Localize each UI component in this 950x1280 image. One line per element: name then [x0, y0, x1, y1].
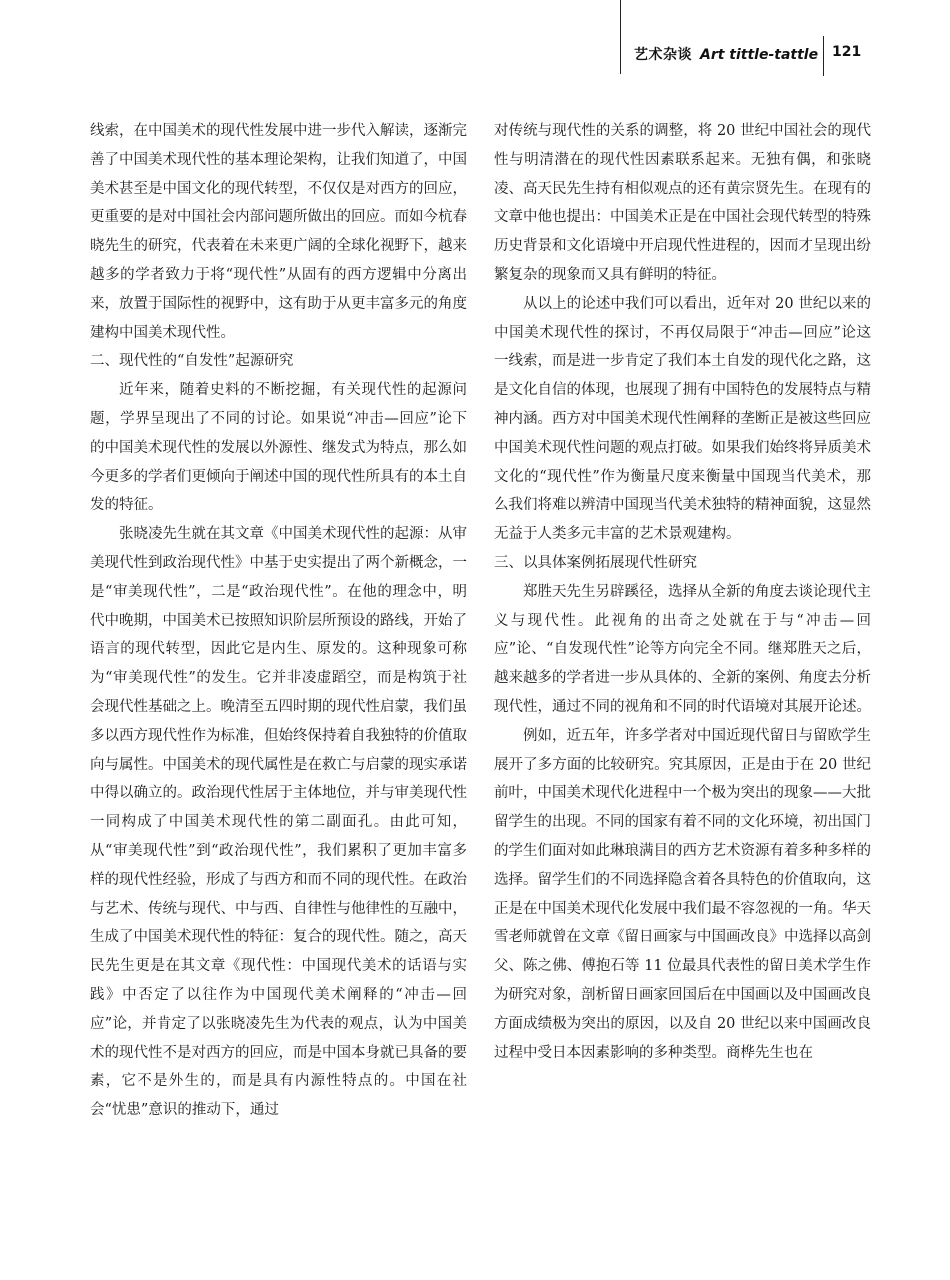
- left-column: [90, 117, 467, 1125]
- paragraph: 线索，在中国美术的现代性发展中进一步代入解读，逐渐完善了中国美术现代性的基本理论架构，让我们知道了，中国美术甚至是中国文化的现代转型，不仅仅是对西方的回应，更重要的是对中国社会内部问题所做出的回应。而如今杭春晓先生的研究，代表着在未来更广阔的全球化视野下，越来越多的学者致力于将“现代性”从固有的西方逻辑中分离出来，放置于国际性的视野中，这有助于从更丰富多元的角度建构中国美术现代性。: [90, 123, 467, 341]
- right-column: [494, 117, 871, 1067]
- paragraph: 例如，近五年，许多学者对中国近现代留日与留欧学生展开了多方面的比较研究。究其原因，正是由于在 20 世纪前叶，中国美术现代化进程中一个极为突出的现象——大批留学生的出现。不同的国家有着不同的文化环境，初出国门的学生们面对如此琳琅满目的西方艺术资源有着多种多样的选择。留学生们的不同选择隐含着各具特色的价值取向，这正是在中国美术现代化发展中我们最不容忽视的一角。华天雪老师就曾在文章《留日画家与中国画改良》中选择以高剑父、陈之佛、傅抱石等 11 位最具代表性的留日美术学生作为研究对象，剖析留日画家回国后在中国画以及中国画改良方面成绩极为突出的原因，以及自 20 世纪以来中国画改良过程中受日本因素影响的多种类型。商桦先生也在: [494, 727, 871, 1061]
- paragraph: 张晓凌先生就在其文章《中国美术现代性的起源：从审美现代性到政治现代性》中基于史实提出了两个新概念，一是“审美现代性”，二是“政治现代性”。在他的理念中，明代中晚期，中国美术已按照知识阶层所预设的路线，开始了语言的现代转型，因此它是内生、原发的。这种现象可称为“审美现代性”的发生。它并非凌虚蹈空，而是构筑于社会现代性基础之上。晚清至五四时期的现代性启蒙，我们虽多以西方现代性作为标准，但始终保持着自我独特的价值取向与属性。中国美术的现代属性是在救亡与启蒙的现实承诺中得以确立的。政治现代性居于主体地位，并与审美现代性一同构成了中国美术现代性的第二副面孔。由此可知，从“审美现代性”到“政治现代性”，我们累积了更加丰富多样的现代性经验，形成了与西方和而不同的现代性。在政治与艺术、传统与现代、中与西、自律性与他律性的互融中，生成了中国美术现代性的特征：复合的现代性。随之，高天民先生更是在其文章《现代性：中国现代美术的话语与实践》中否定了以往作为中国现代美术阐释的“冲击—回应”论，并肯定了以张晓凌先生为代表的观点，认为中国美术的现代性不是对西方的回应，而是中国本身就已具备的要素，它不是外生的，而是具有内源性特点的。中国在社会“忧患”意识的推动下，通过: [90, 526, 467, 1119]
- section-heading: 二、现代性的“自发性”起源研究: [90, 353, 294, 370]
- header-divider-right: [823, 36, 824, 76]
- paragraph: 近年来，随着史料的不断挖掘，有关现代性的起源问题，学界呈现出了不同的讨论。如果说“冲击—回应”论下的中国美术现代性的发展以外源性、继发式为特点，那么如今更多的学者们更倾向于阐述中国的现代性所具有的本土自发的特征。: [90, 382, 467, 514]
- paragraph: 郑胜天先生另辟蹊径，选择从全新的角度去谈论现代主义与现代性。此视角的出奇之处就在于与“冲击—回应”论、“自发现代性”论等方向完全不同。继郑胜天之后，越来越多的学者进一步从具体的、全新的案例、角度去分析现代性，通过不同的视角和不同的时代语境对其展开论述。: [494, 583, 871, 715]
- page-number: 121: [832, 44, 862, 60]
- section-title-cn: 艺术杂谈: [634, 47, 692, 63]
- running-header: [634, 44, 818, 64]
- paragraph: 对传统与现代性的关系的调整，将 20 世纪中国社会的现代性与明清潜在的现代性因素联系起来。无独有偶，和张晓凌、高天民先生持有相似观点的还有黄宗贤先生。在现有的文章中他也提出：中国美术正是在中国社会现代转型的特殊历史背景和文化语境中开启现代性进程的，因而才呈现出纷繁复杂的现象而又具有鲜明的特征。: [494, 123, 871, 283]
- section-heading: 三、以具体案例拓展现代性研究: [494, 554, 697, 571]
- header-divider-left: [620, 0, 621, 74]
- section-title-en: Art tittle-tattle: [700, 47, 819, 63]
- paragraph: 从以上的论述中我们可以看出，近年对 20 世纪以来的中国美术现代性的探讨，不再仅局限于“冲击—回应”论这一线索，而是进一步肯定了我们本土自发的现代化之路，这是文化自信的体现，也展现了拥有中国特色的发展特点与精神内涵。西方对中国美术现代性阐释的垄断正是被这些回应中国美术现代性问题的观点打破。如果我们始终将异质美术文化的“现代性”作为衡量尺度来衡量中国现当代美术，那么我们将难以辨清中国现当代美术独特的精神面貌，这显然无益于人类多元丰富的艺术景观建构。: [494, 295, 871, 543]
